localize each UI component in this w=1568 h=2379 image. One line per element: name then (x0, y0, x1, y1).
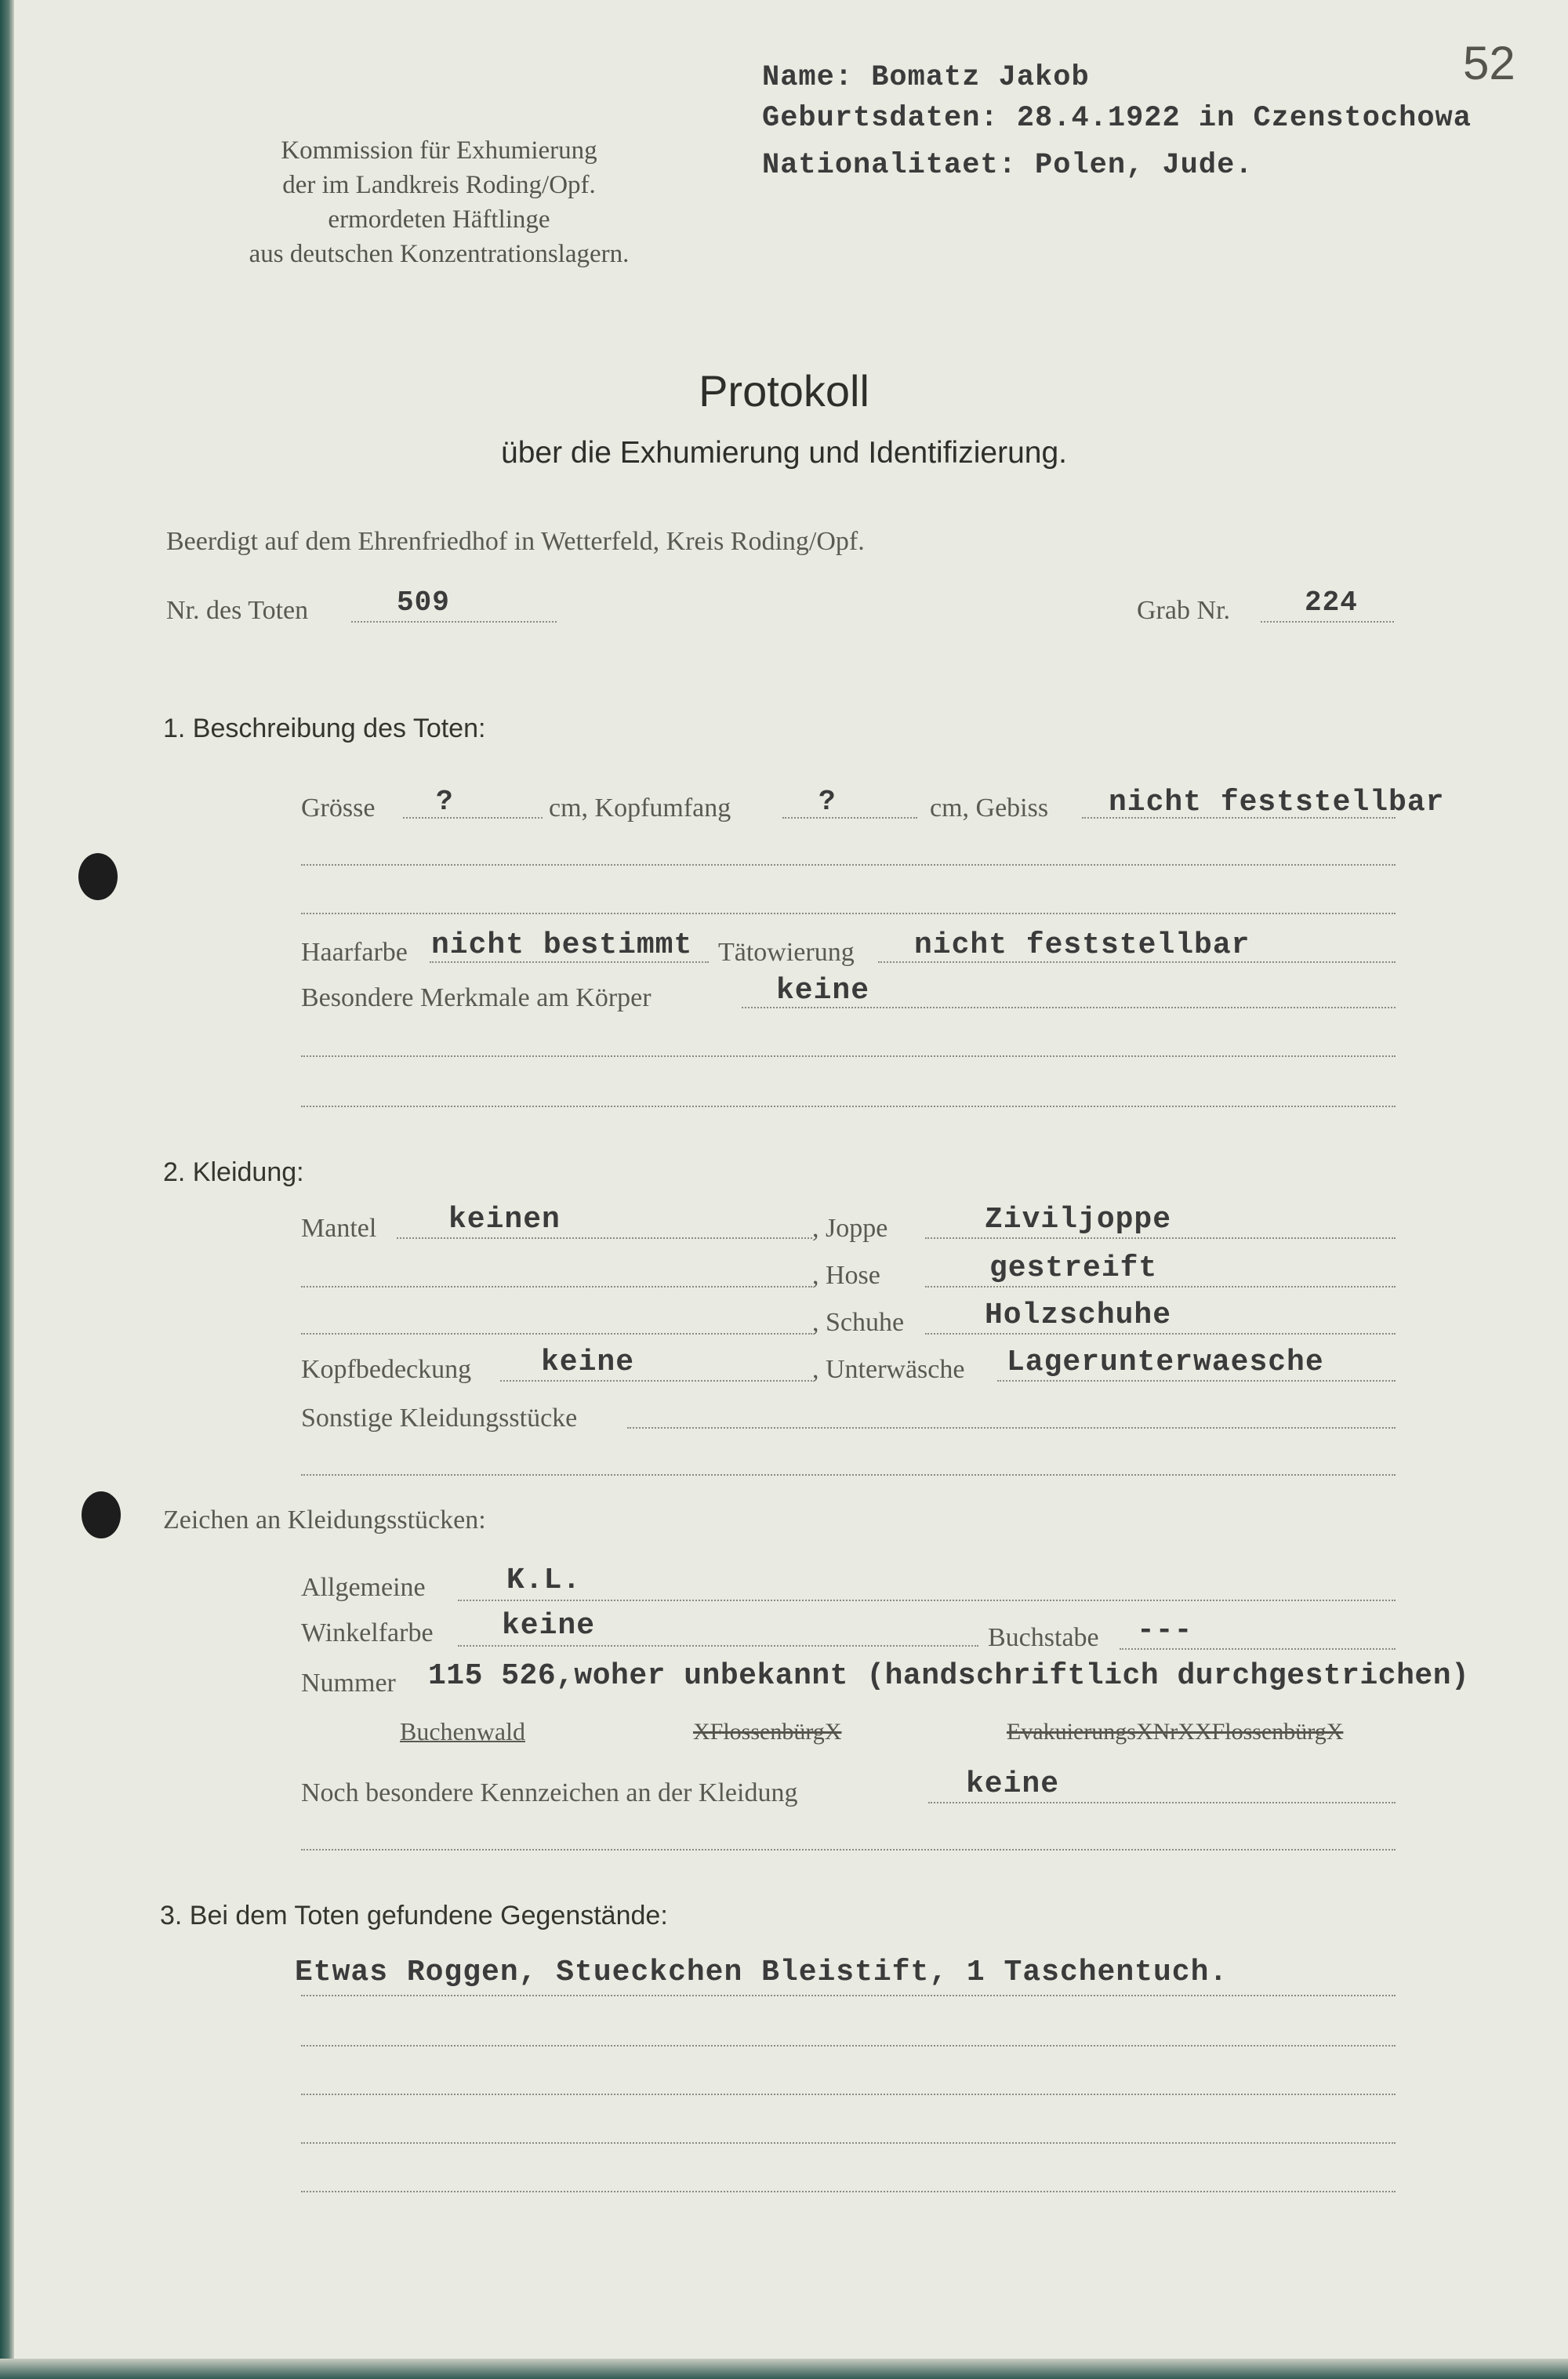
document-page (11, 0, 1568, 2379)
punch-hole-icon (78, 853, 118, 900)
allgemeine-dotted-line (458, 1600, 1396, 1601)
page-title: Protokoll (699, 366, 869, 416)
blank-line (301, 864, 1396, 866)
typed-birth: Geburtsdaten: 28.4.1922 in Czenstochowa (762, 102, 1472, 135)
blank-line (301, 2094, 1396, 2095)
buchenwald-note: Buchenwald (400, 1717, 525, 1745)
nr-value: 509 (397, 587, 450, 619)
kopfumfang-dotted-line (782, 817, 917, 819)
commission-line: aus deutschen Konzentrationslagern. (249, 240, 630, 268)
hose-label: , Hose (812, 1261, 880, 1290)
allgemeine-label: Allgemeine (301, 1573, 426, 1602)
commission-block (196, 133, 682, 271)
page-subtitle: über die Exhumierung und Identifizierung. (501, 436, 1067, 470)
blank-line (301, 1106, 1396, 1107)
sonstige-label: Sonstige Kleidungsstücke (301, 1404, 578, 1433)
struck-evakuierung: EvakuierungsXNrXXFlossenbürgX (1007, 1719, 1344, 1745)
kopfumfang-value: ? (818, 786, 837, 818)
blank-line (301, 1474, 1396, 1476)
nr-dotted-line (351, 621, 557, 623)
section1-heading: 1. Beschreibung des Toten: (163, 714, 486, 743)
taetowierung-value: nicht feststellbar (914, 928, 1250, 962)
schuhe-label: , Schuhe (812, 1308, 905, 1337)
typed-nationality: Nationalitaet: Polen, Jude. (762, 149, 1254, 182)
grab-value: 224 (1305, 587, 1358, 619)
nr-label: Nr. des Toten (166, 596, 309, 625)
kopfbedeckung-value: keine (541, 1346, 635, 1379)
blank-line (301, 1286, 812, 1288)
joppe-dotted-line (925, 1237, 1396, 1239)
merkmale-label: Besondere Merkmale am Körper (301, 983, 652, 1012)
unterwaesche-label: , Unterwäsche (812, 1355, 965, 1384)
joppe-value: Ziviljoppe (985, 1203, 1172, 1237)
commission-line: der im Landkreis Roding/Opf. (282, 171, 596, 199)
blank-line (301, 1849, 1396, 1851)
schuhe-dotted-line (925, 1333, 1396, 1335)
grab-dotted-line (1261, 621, 1394, 623)
groesse-value: ? (436, 786, 454, 818)
punch-hole-icon (82, 1491, 121, 1538)
buchstabe-value: --- (1137, 1614, 1193, 1647)
blank-line (301, 2142, 1396, 2144)
blank-line (301, 1995, 1396, 1996)
blank-line (301, 2045, 1396, 2047)
hose-value: gestreift (989, 1251, 1158, 1285)
gebiss-label: cm, Gebiss (930, 794, 1049, 823)
commission-line: Kommission für Exhumierung (281, 136, 597, 165)
blank-line (301, 2191, 1396, 2192)
noch-dotted-line (928, 1802, 1396, 1803)
section2-heading: 2. Kleidung: (163, 1157, 304, 1187)
mantel-label: Mantel (301, 1214, 377, 1243)
noch-value: keine (966, 1767, 1060, 1801)
blank-line (301, 913, 1396, 914)
kopfumfang-label: cm, Kopfumfang (549, 794, 731, 823)
kopfbedeckung-label: Kopfbedeckung (301, 1355, 472, 1384)
burial-text: Beerdigt auf dem Ehrenfriedhof in Wetterfeld, Kreis Roding/Opf. (166, 527, 865, 556)
groesse-label: Grösse (301, 794, 376, 823)
scan-edge-bottom (0, 2359, 1568, 2379)
page-number: 52 (1463, 37, 1515, 89)
buchstabe-label: Buchstabe (988, 1623, 1099, 1652)
groesse-dotted-line (403, 817, 543, 819)
gebiss-value: nicht feststellbar (1109, 786, 1445, 819)
nummer-label: Nummer (301, 1669, 396, 1698)
commission-line: ermordeten Häftlinge (328, 205, 550, 234)
typed-name: Name: Bomatz Jakob (762, 61, 1090, 94)
blank-line (301, 1333, 812, 1335)
haarfarbe-label: Haarfarbe (301, 938, 408, 967)
taetowierung-label: Tätowierung (718, 938, 855, 967)
kopfbedeckung-dotted-line (500, 1380, 812, 1382)
schuhe-value: Holzschuhe (985, 1298, 1172, 1332)
found-items: Etwas Roggen, Stueckchen Bleistift, 1 Taschentuch. (295, 1956, 1229, 1989)
struck-flossenbuerg: XFlossenbürgX (693, 1719, 842, 1745)
merkmale-value: keine (776, 974, 870, 1008)
noch-label: Noch besondere Kennzeichen an der Kleidung (301, 1778, 798, 1807)
section3-heading: 3. Bei dem Toten gefundene Gegenstände: (160, 1901, 668, 1930)
sonstige-dotted-line (627, 1427, 1396, 1429)
blank-line (301, 1055, 1396, 1057)
winkelfarbe-value: keine (502, 1609, 596, 1643)
nummer-value: 115 526,woher unbekannt (handschriftlich durchgestrichen) (428, 1659, 1470, 1693)
haarfarbe-value: nicht bestimmt (431, 928, 693, 962)
mantel-dotted-line (397, 1237, 812, 1239)
hose-dotted-line (925, 1286, 1396, 1288)
winkelfarbe-dotted-line (458, 1645, 978, 1647)
unterwaesche-dotted-line (997, 1380, 1396, 1382)
zeichen-heading: Zeichen an Kleidungsstücken: (163, 1505, 486, 1535)
unterwaesche-value: Lagerunterwaesche (1007, 1346, 1324, 1379)
grab-label: Grab Nr. (1137, 596, 1230, 625)
buchstabe-dotted-line (1120, 1648, 1396, 1650)
joppe-label: , Joppe (812, 1214, 888, 1243)
winkelfarbe-label: Winkelfarbe (301, 1618, 434, 1647)
mantel-value: keinen (448, 1203, 561, 1237)
allgemeine-value: K.L. (506, 1564, 582, 1597)
scan-edge-left (0, 0, 14, 2379)
